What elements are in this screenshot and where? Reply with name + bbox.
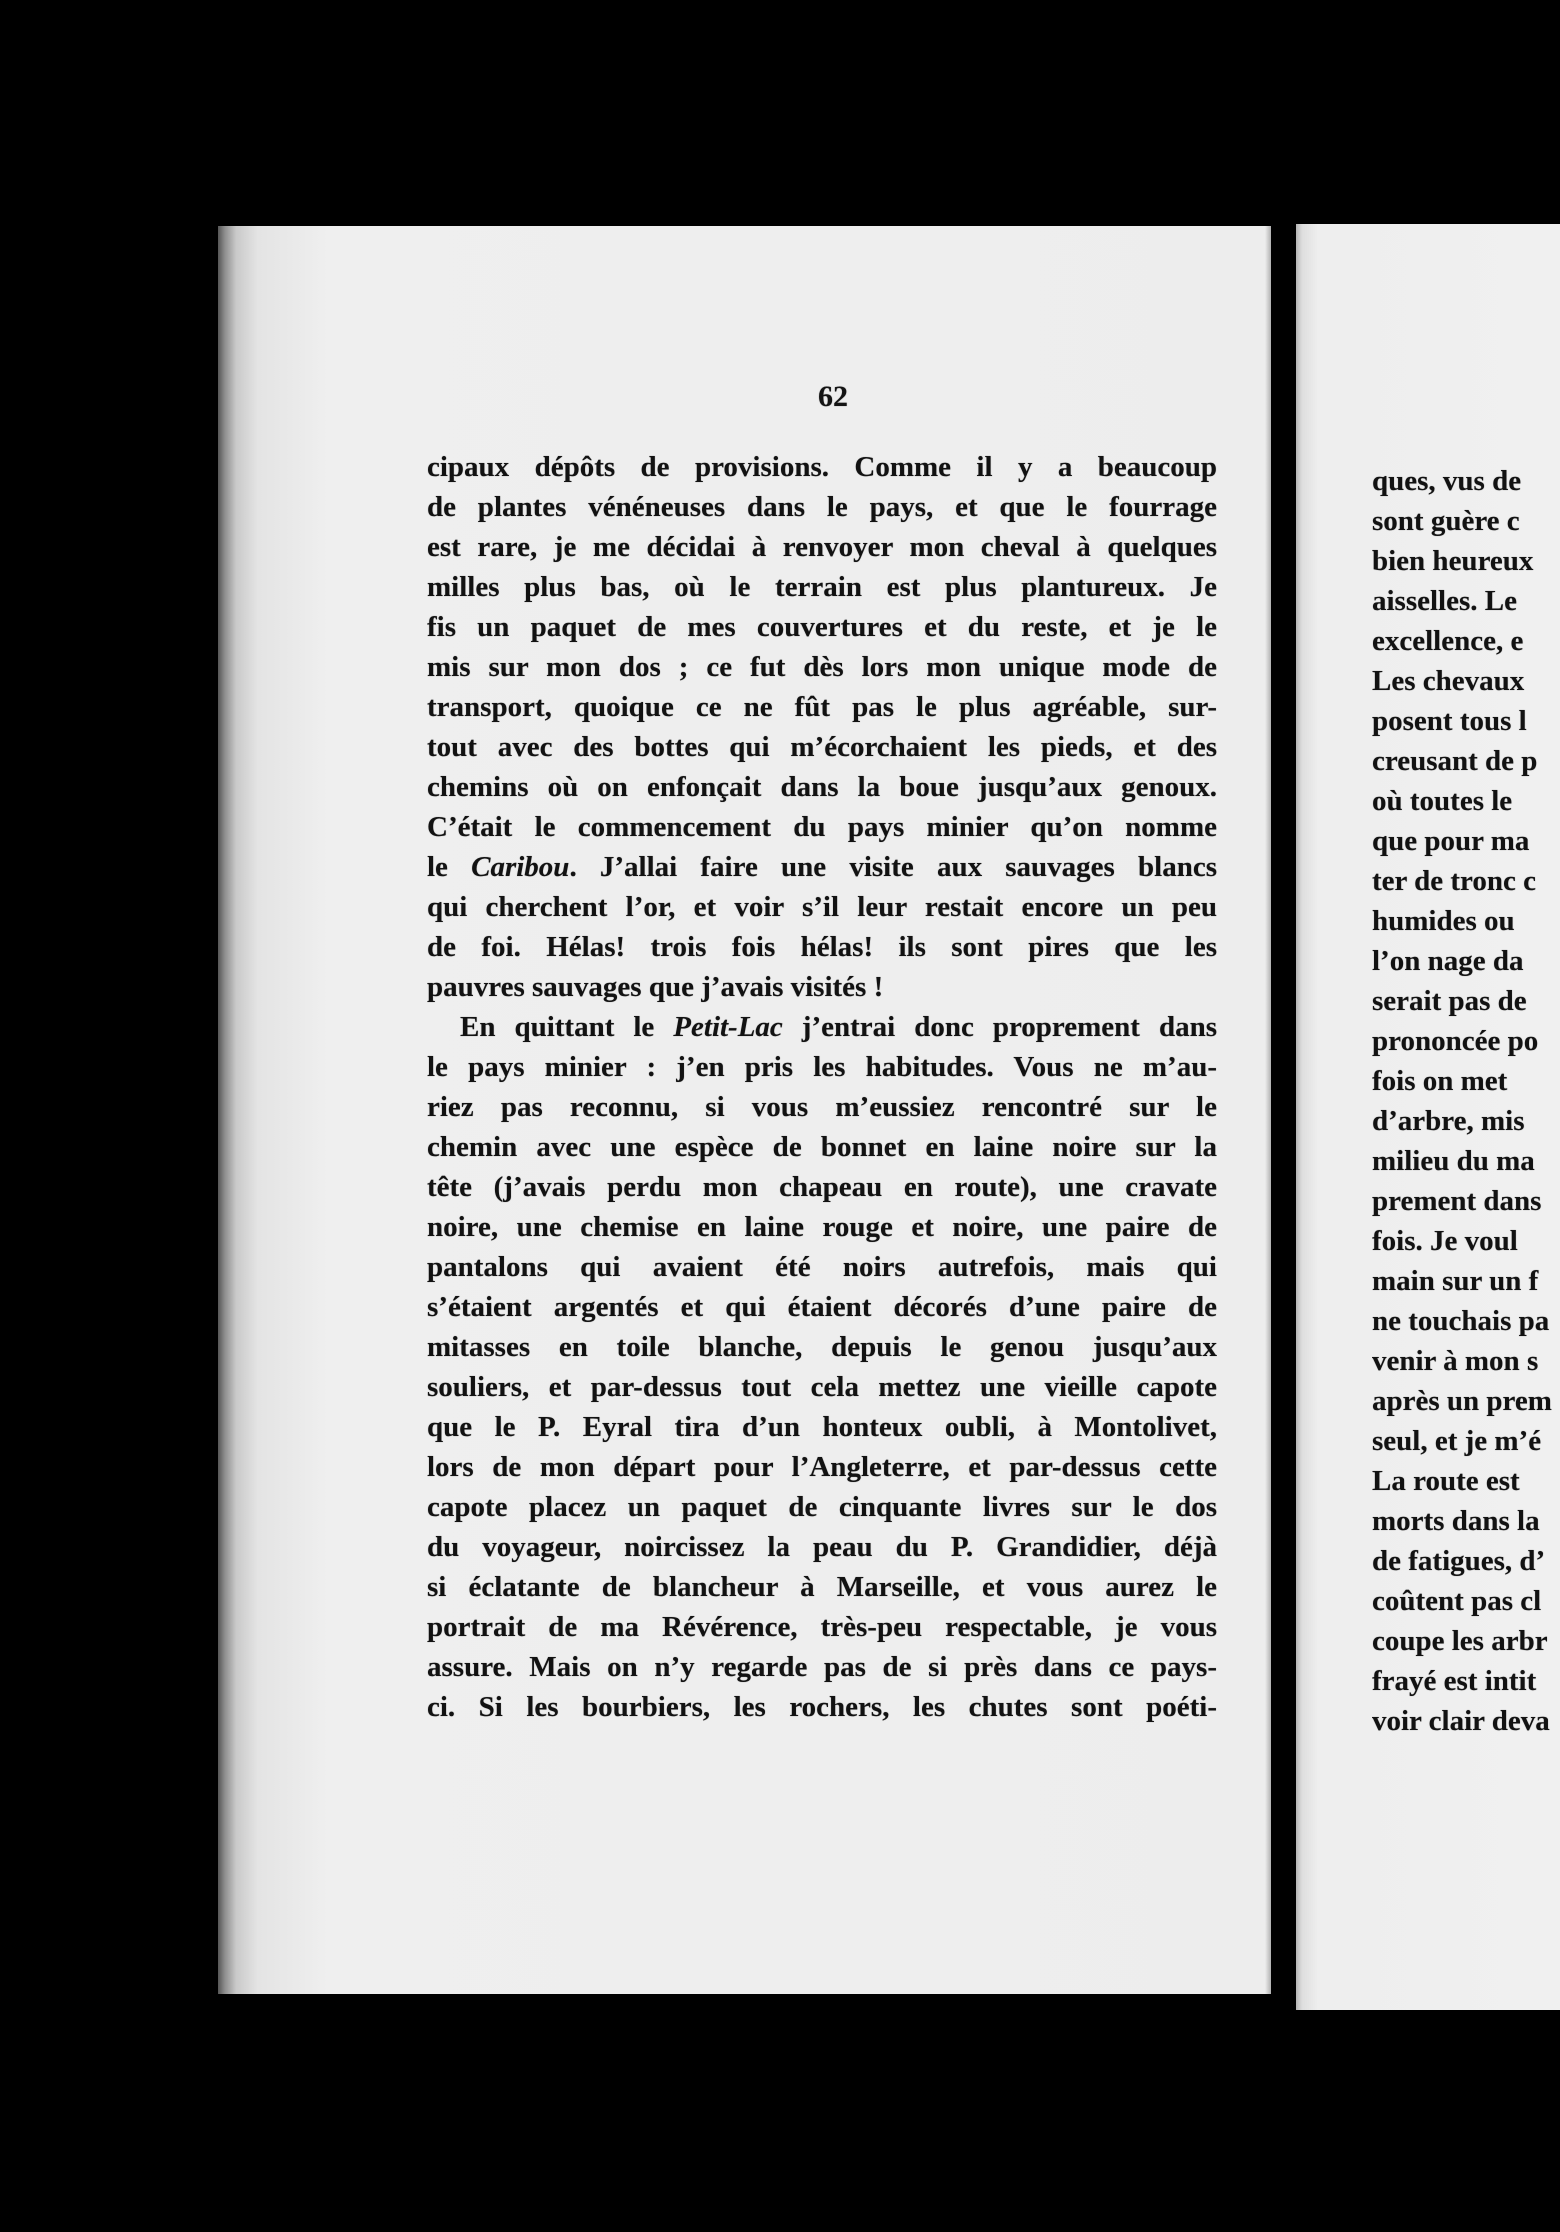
text-line: de fatigues, d’ [1372, 1545, 1546, 1577]
text-line: creusant de p [1372, 745, 1538, 777]
text-line: pauvres sauvages que j’avais visités ! [427, 971, 884, 1003]
page-number: 62 [818, 380, 848, 413]
text-line: aisselles. Le [1372, 585, 1517, 617]
text-line: qui cherchent l’or, et voir s’il leur restait encore un peu [427, 891, 1217, 923]
text-line: riez pas reconnu, si vous m’eussiez rencontré sur le [427, 1091, 1217, 1123]
text-line: ques, vus de [1372, 465, 1522, 497]
text-line: s’étaient argentés et qui étaient décorés d’une paire de [427, 1291, 1217, 1323]
text-line: frayé est intit [1372, 1665, 1537, 1697]
text-line: milieu du ma [1372, 1145, 1535, 1177]
text-segment: En quittant le [460, 1011, 674, 1043]
text-line: le pays minier : j’en pris les habitudes. Vous ne m’au- [427, 1051, 1217, 1083]
text-line: souliers, et par-dessus tout cela mettez une vieille capote [427, 1371, 1217, 1403]
text-line: ter de tronc c [1372, 865, 1537, 897]
text-line: tête (j’avais perdu mon chapeau en route), une cravate [427, 1171, 1217, 1203]
text-line: La route est [1372, 1465, 1520, 1497]
text-line: humides ou [1372, 905, 1515, 937]
text-line: posent tous l [1372, 705, 1527, 737]
text-line: tout avec des bottes qui m’écorchaient les pieds, et des [427, 731, 1217, 763]
text-line: transport, quoique ce ne fût pas le plus agréable, sur- [427, 691, 1217, 723]
text-line: d’arbre, mis [1372, 1105, 1525, 1137]
text-line: capote placez un paquet de cinquante livres sur le dos [427, 1491, 1217, 1523]
text-line: chemin avec une espèce de bonnet en laine noire sur la [427, 1131, 1217, 1163]
text-line: Les chevaux [1372, 665, 1525, 697]
left-page [218, 226, 1271, 1994]
text-line: serait pas de [1372, 985, 1527, 1017]
text-line: bien heureux [1372, 545, 1534, 577]
text-line: ci. Si les bourbiers, les rochers, les chutes sont poéti- [427, 1691, 1217, 1723]
text-line: ne touchais pa [1372, 1305, 1550, 1337]
text-line: si éclatante de blancheur à Marseille, et vous aurez le [427, 1571, 1217, 1603]
text-line: pantalons qui avaient été noirs autrefois, mais qui [427, 1251, 1217, 1283]
text-line: chemins où on enfonçait dans la boue jusqu’aux genoux. [427, 771, 1217, 803]
text-line: excellence, e [1372, 625, 1524, 657]
text-line: voir clair deva [1372, 1705, 1550, 1737]
text-line: prononcée po [1372, 1025, 1539, 1057]
text-line: que le P. Eyral tira d’un honteux oubli, à Montolivet, [427, 1411, 1217, 1443]
text-line: fis un paquet de mes couvertures et du reste, et je le [427, 611, 1217, 643]
text-line: portrait de ma Révérence, très-peu respectable, je vous [427, 1611, 1217, 1643]
text-line: seul, et je m’é [1372, 1425, 1542, 1457]
left-text-block [427, 447, 1217, 1727]
text-line: mis sur mon dos ; ce fut dès lors mon unique mode de [427, 651, 1217, 683]
text-segment: le [427, 851, 472, 883]
text-line: coupe les arbr [1372, 1625, 1548, 1657]
text-line: cipaux dépôts de provisions. Comme il y a beaucoup [427, 451, 1217, 483]
text-line: assure. Mais on n’y regarde pas de si près dans ce pays- [427, 1651, 1217, 1683]
text-line: sont guère c [1372, 505, 1520, 537]
text-line: l’on nage da [1372, 945, 1524, 977]
italic-text: Caribou [471, 851, 570, 883]
text-line: C’était le commencement du pays minier qu’on nomme [427, 811, 1217, 843]
text-line: que pour ma [1372, 825, 1530, 857]
text-line: coûtent pas cl [1372, 1585, 1542, 1617]
text-segment: j’entrai donc proprement dans [782, 1011, 1217, 1043]
text-line: lors de mon départ pour l’Angleterre, et par-dessus cette [427, 1451, 1217, 1483]
text-line: de plantes vénéneuses dans le pays, et que le fourrage [427, 491, 1217, 523]
text-line: où toutes le [1372, 785, 1513, 817]
text-line: morts dans la [1372, 1505, 1540, 1537]
text-line [427, 847, 1217, 887]
text-line: milles plus bas, où le terrain est plus plantureux. Je [427, 571, 1217, 603]
right-page [1296, 224, 1560, 2010]
text-line: après un prem [1372, 1385, 1552, 1417]
text-line: prement dans [1372, 1185, 1542, 1217]
text-line: venir à mon s [1372, 1345, 1539, 1377]
text-line: fois on met [1372, 1065, 1508, 1097]
italic-text: Petit-Lac [673, 1011, 783, 1043]
text-line: du voyageur, noircissez la peau du P. Grandidier, déjà [427, 1531, 1217, 1563]
text-line: fois. Je voul [1372, 1225, 1518, 1257]
text-line: main sur un f [1372, 1265, 1539, 1297]
text-line [427, 1007, 1217, 1047]
text-segment: . J’allai faire une visite aux sauvages blancs [569, 851, 1217, 883]
text-line: noire, une chemise en laine rouge et noire, une paire de [427, 1211, 1217, 1243]
right-text-block [1372, 461, 1560, 1741]
text-line: est rare, je me décidai à renvoyer mon cheval à quelques [427, 531, 1217, 563]
text-line: de foi. Hélas! trois fois hélas! ils sont pires que les [427, 931, 1217, 963]
text-line: mitasses en toile blanche, depuis le genou jusqu’aux [427, 1331, 1217, 1363]
